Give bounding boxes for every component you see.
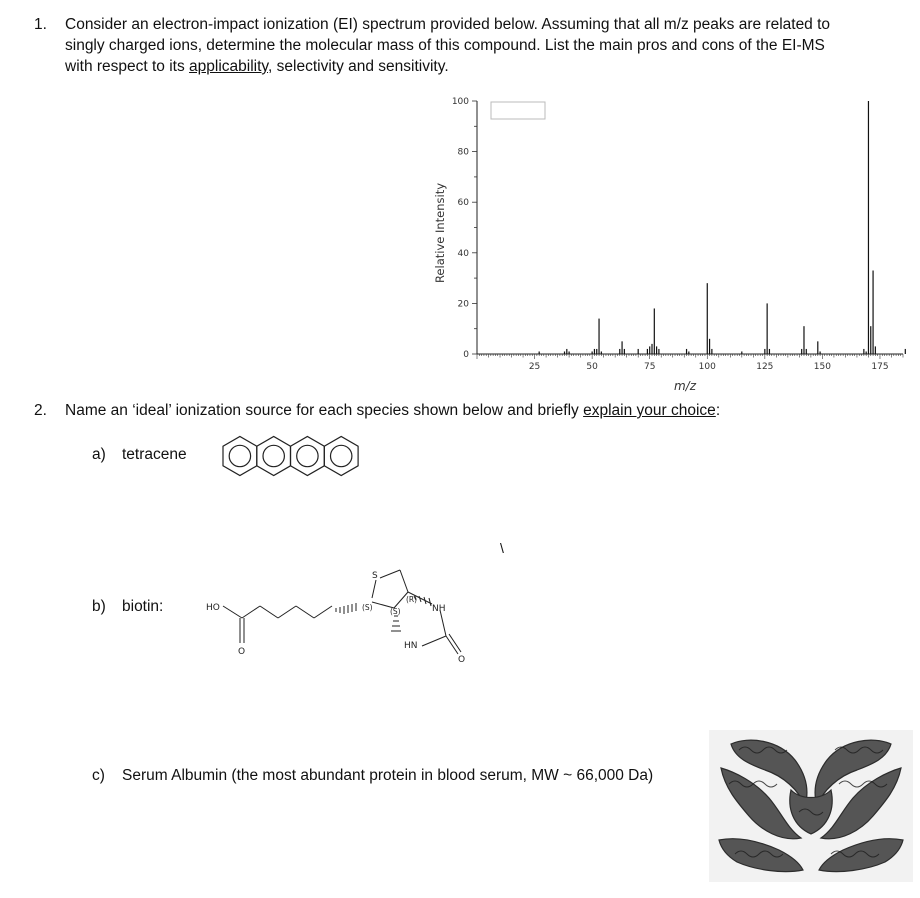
q2-text-pre: Name an ‘ideal’ ionization source for each species shown below and briefly: [65, 402, 584, 419]
species-c: [92, 765, 653, 786]
question-1-line-3: [65, 56, 894, 77]
x-tick-label: 100: [698, 362, 716, 372]
x-tick-label: 75: [643, 362, 656, 372]
y-axis-label: Relative Intensity: [433, 182, 447, 284]
biotin-s-stereo2-label: (S): [390, 607, 401, 616]
y-tick-label: 60: [457, 198, 469, 209]
q1-line3-post: , selectivity and sensitivity.: [268, 58, 449, 75]
tetracene-ring: [324, 437, 358, 476]
y-tick-label: 80: [457, 147, 469, 158]
tetracene-ring: [257, 437, 291, 476]
biotin-nh-label: NH: [432, 604, 446, 614]
species-c-label: c): [92, 767, 105, 784]
tetracene-ring: [291, 437, 325, 476]
biotin-structure: [200, 566, 470, 666]
q1-line3-pre: with respect to its: [65, 58, 190, 75]
species-b-name: biotin:: [122, 598, 164, 615]
species-a-name: tetracene: [122, 446, 187, 463]
biotin-hn-label: HN: [404, 641, 418, 651]
chart-ticks: [452, 97, 903, 372]
legend-box: [491, 102, 545, 119]
question-2-number: 2.: [34, 402, 47, 419]
x-axis-label: m/z: [673, 379, 697, 393]
serum-albumin-structure-image: [709, 730, 913, 882]
y-tick-label: 0: [463, 350, 469, 360]
question-1: [34, 14, 894, 77]
x-tick-label: 25: [528, 362, 541, 372]
y-tick-label: 20: [457, 299, 469, 310]
x-tick-label: 150: [813, 362, 831, 372]
ei-mass-spectrum: [425, 90, 907, 395]
y-tick-label: 100: [451, 97, 469, 107]
q1-underlined-applicability: applicability: [189, 58, 269, 75]
tetracene-structure: [222, 435, 362, 477]
x-tick-label: 175: [871, 362, 889, 372]
species-a: [92, 444, 187, 465]
species-b-label: b): [92, 598, 106, 615]
tetracene-aromatic-circle: [263, 445, 284, 466]
question-1-number: 1.: [34, 16, 47, 33]
question-1-line-2: singly charged ions, determine the molecular mass of this compound. List the main pros and cons of the EI-MS: [65, 37, 825, 54]
tetracene-aromatic-circle: [331, 445, 352, 466]
biotin-s-label: S: [372, 571, 378, 581]
biotin-o2-label: O: [458, 655, 466, 665]
biotin-r-stereo-label: (R): [406, 595, 418, 604]
x-tick-label: 50: [586, 362, 598, 372]
question-1-line-1: Consider an electron-impact ionization (EI) spectrum provided below. Assuming that all m/z peaks are related to: [65, 16, 831, 33]
stray-mark: \: [500, 540, 504, 556]
biotin-s-stereo-label: (S): [362, 603, 373, 612]
species-c-text: Serum Albumin (the most abundant protein in blood serum, MW ~ 66,000 Da): [122, 767, 654, 784]
species-a-label: a): [92, 446, 106, 463]
q2-text-post: :: [715, 402, 721, 419]
y-tick-label: 40: [457, 248, 469, 259]
chart-axes: [477, 101, 903, 354]
biotin-ho-label: HO: [206, 603, 220, 613]
tetracene-ring: [223, 437, 257, 476]
question-2-text: [65, 400, 894, 421]
q2-underlined-explain: explain your choice: [583, 402, 716, 419]
tetracene-aromatic-circle: [297, 445, 318, 466]
x-tick-label: 125: [756, 362, 774, 372]
chart-peaks: [539, 101, 907, 354]
question-2: [34, 400, 894, 421]
species-b: [92, 596, 163, 617]
tetracene-aromatic-circle: [229, 445, 250, 466]
biotin-o1-label: O: [238, 647, 246, 657]
